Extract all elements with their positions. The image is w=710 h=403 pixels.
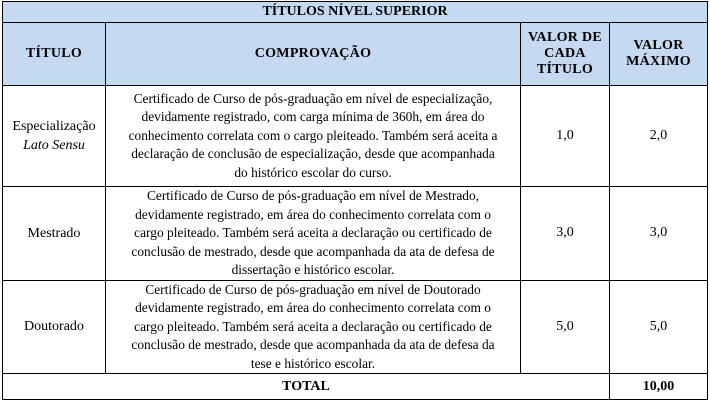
comprovacao-line: conhecimento correlata com o cargo pleiteado. Também será aceita a	[128, 127, 498, 143]
comprovacao-line: dissertação e histórico escolar.	[231, 262, 395, 277]
comprovacao-line: devidamente registrado, em área do conhecimento correlata com o	[135, 206, 491, 222]
table-row	[3, 187, 708, 281]
titles-table	[2, 1, 708, 400]
total-value: 10,00	[610, 374, 708, 400]
row-valor-maximo: 5,0	[610, 280, 708, 374]
row-comprovacao	[106, 86, 521, 187]
header-valor-cada-titulo	[521, 23, 610, 86]
total-label: TOTAL	[3, 374, 610, 400]
header-row	[3, 23, 708, 86]
table-row	[3, 280, 708, 374]
comprovacao-line: conclusão de mestrado, desde que acompanhada da ata de defesa da	[131, 337, 495, 352]
header-valor-cada-line: CADA	[544, 46, 586, 61]
header-titulo: TÍTULO	[3, 23, 106, 86]
row-valor-cada: 5,0	[521, 280, 610, 374]
comprovacao-line: devidamente registrado, com carga mínima de 360h, em área do	[141, 109, 485, 125]
row-valor-cada: 1,0	[521, 86, 610, 187]
comprovacao-line: do histórico escolar do curso.	[234, 164, 392, 180]
total-row	[3, 374, 708, 400]
row-valor-cada: 3,0	[521, 187, 610, 281]
table-title-row	[3, 2, 708, 23]
comprovacao-line: declaração de conclusão de especialização, desde que acompanhada	[131, 146, 495, 162]
row-comprovacao	[106, 187, 521, 281]
comprovacao-line: devidamente registrado, em área do conhecimento correlata com o	[135, 300, 491, 315]
comprovacao-line: cargo pleiteado. Também será aceita a declaração ou certificado de	[134, 225, 492, 240]
header-valor-cada-line: VALOR DE	[527, 30, 603, 45]
row-valor-maximo: 2,0	[610, 86, 708, 187]
comprovacao-line: cargo pleiteado. Também será aceita a declaração ou certificado de	[134, 318, 492, 334]
comprovacao-line: Certificado de Curso de pós-graduação em nível de Mestrado,	[146, 188, 480, 203]
titulo-name: Especialização	[12, 119, 96, 134]
header-comprovacao: COMPROVAÇÃO	[106, 23, 521, 86]
row-titulo	[3, 86, 106, 187]
table-row	[3, 86, 708, 187]
header-valor-cada-line: TÍTULO	[536, 62, 594, 77]
table-title: TÍTULOS NÍVEL SUPERIOR	[3, 2, 708, 23]
comprovacao-line: tese e histórico escolar.	[250, 355, 376, 371]
row-titulo: Mestrado	[3, 187, 106, 281]
comprovacao-line: conclusão de mestrado, desde que acompanhada da ata de defesa de	[131, 243, 495, 259]
comprovacao-line: Certificado de Curso de pós-graduação em nível de especialização,	[133, 90, 493, 106]
row-valor-maximo: 3,0	[610, 187, 708, 281]
header-valor-maximo-line: MÁXIMO	[626, 54, 691, 69]
row-comprovacao	[106, 280, 521, 374]
header-valor-maximo	[610, 23, 708, 86]
titulo-qualifier: Lato Sensu	[23, 138, 85, 153]
row-titulo: Doutorado	[3, 280, 106, 374]
comprovacao-line: Certificado de Curso de pós-graduação em nível de Doutorado	[145, 281, 481, 297]
header-valor-maximo-line: VALOR	[633, 38, 684, 53]
